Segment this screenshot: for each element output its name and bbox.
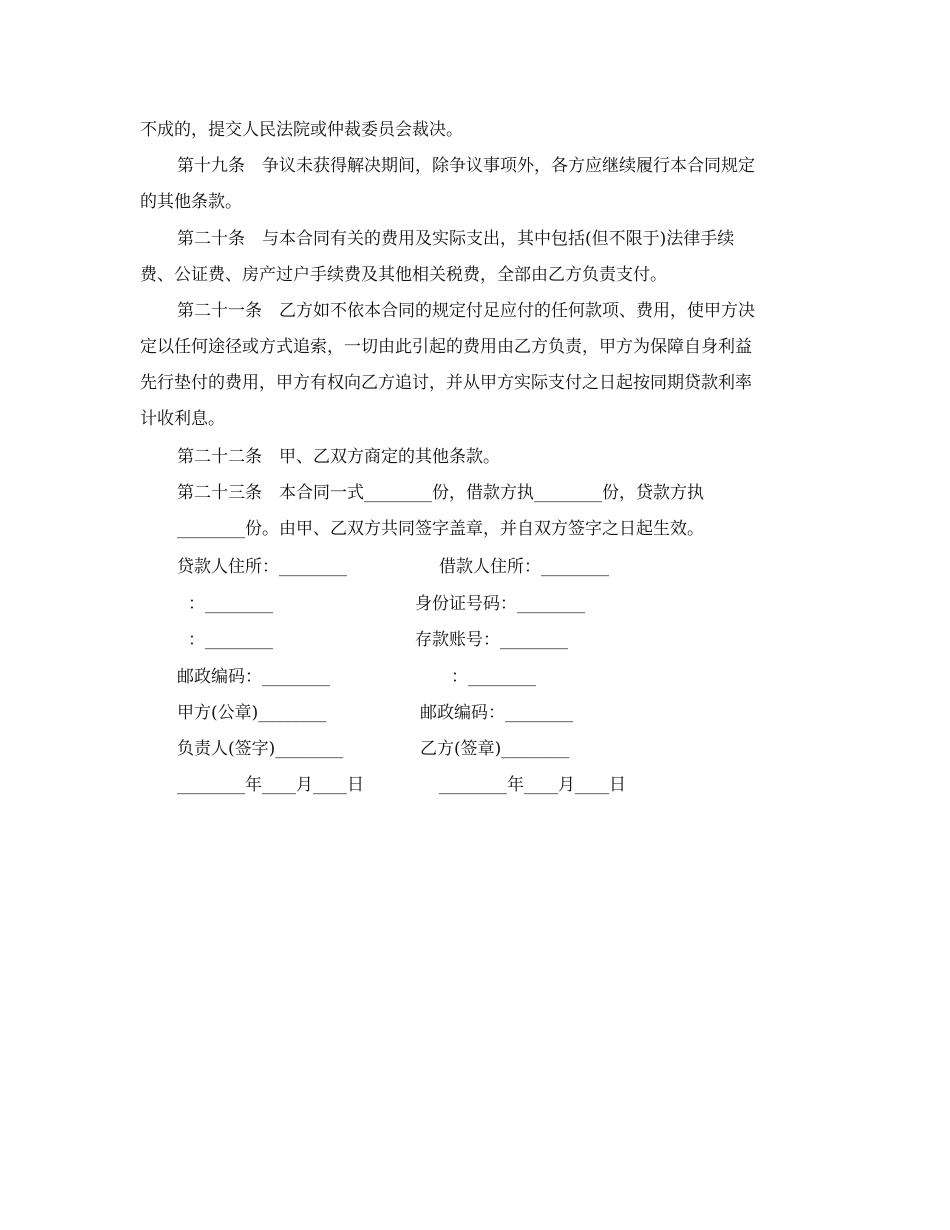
article-19-line: 的其他条款。 — [140, 192, 242, 212]
paragraph-line: 不成的，提交人民法院或仲裁委员会裁决。 — [140, 120, 463, 140]
article-19-line: 第十九条 争议未获得解决期间，除争议事项外，各方应继续履行本合同规定 — [177, 156, 755, 176]
article-23-line: ________份。由甲、乙双方共同签字盖章，并自双方签字之日起生效。 — [177, 519, 704, 539]
article-21-line: 定以任何途径或方式追索，一切由此引起的费用由乙方负责，甲方为保障自身利益 — [140, 337, 752, 357]
borrower-address-field: 借款人住所：________ — [439, 557, 609, 577]
article-21-line: 第二十一条 乙方如不依本合同的规定付足应付的任何款项、费用，使甲方决 — [177, 301, 755, 321]
id-number-field: 身份证号码：________ — [415, 594, 585, 614]
party-b-date-field: ________年____月____日 — [439, 775, 626, 795]
party-a-date-field: ________年____月____日 — [177, 775, 364, 795]
deposit-account-field: 存款账号：________ — [415, 630, 568, 650]
party-a-seal-field: 甲方(公章)________ — [177, 703, 327, 723]
lender-blank-field: ：________ — [188, 594, 273, 614]
article-21-line: 先行垫付的费用，甲方有权向乙方追讨，并从甲方实际支付之日起按同期贷款利率 — [140, 373, 752, 393]
borrower-postcode-field: 邮政编码：________ — [420, 703, 573, 723]
article-23-line: 第二十三条 本合同一式________份，借款方执________份，贷款方执 — [177, 483, 704, 503]
lender-blank-field: ：________ — [188, 630, 273, 650]
lender-postcode-field: 邮政编码：________ — [177, 667, 330, 687]
party-b-seal-field: 乙方(签章)________ — [420, 739, 570, 759]
article-22-line: 第二十二条 甲、乙双方商定的其他条款。 — [177, 447, 500, 467]
article-20-line: 费、公证费、房产过户手续费及其他相关税费，全部由乙方负责支付。 — [140, 265, 667, 285]
article-20-line: 第二十条 与本合同有关的费用及实际支出，其中包括(但不限于)法律手续 — [177, 229, 735, 249]
article-21-line: 计收利息。 — [140, 409, 225, 429]
responsible-person-signature-field: 负责人(签字)________ — [177, 739, 344, 759]
borrower-blank-field: ：________ — [451, 667, 536, 687]
lender-address-field: 贷款人住所：________ — [177, 557, 347, 577]
